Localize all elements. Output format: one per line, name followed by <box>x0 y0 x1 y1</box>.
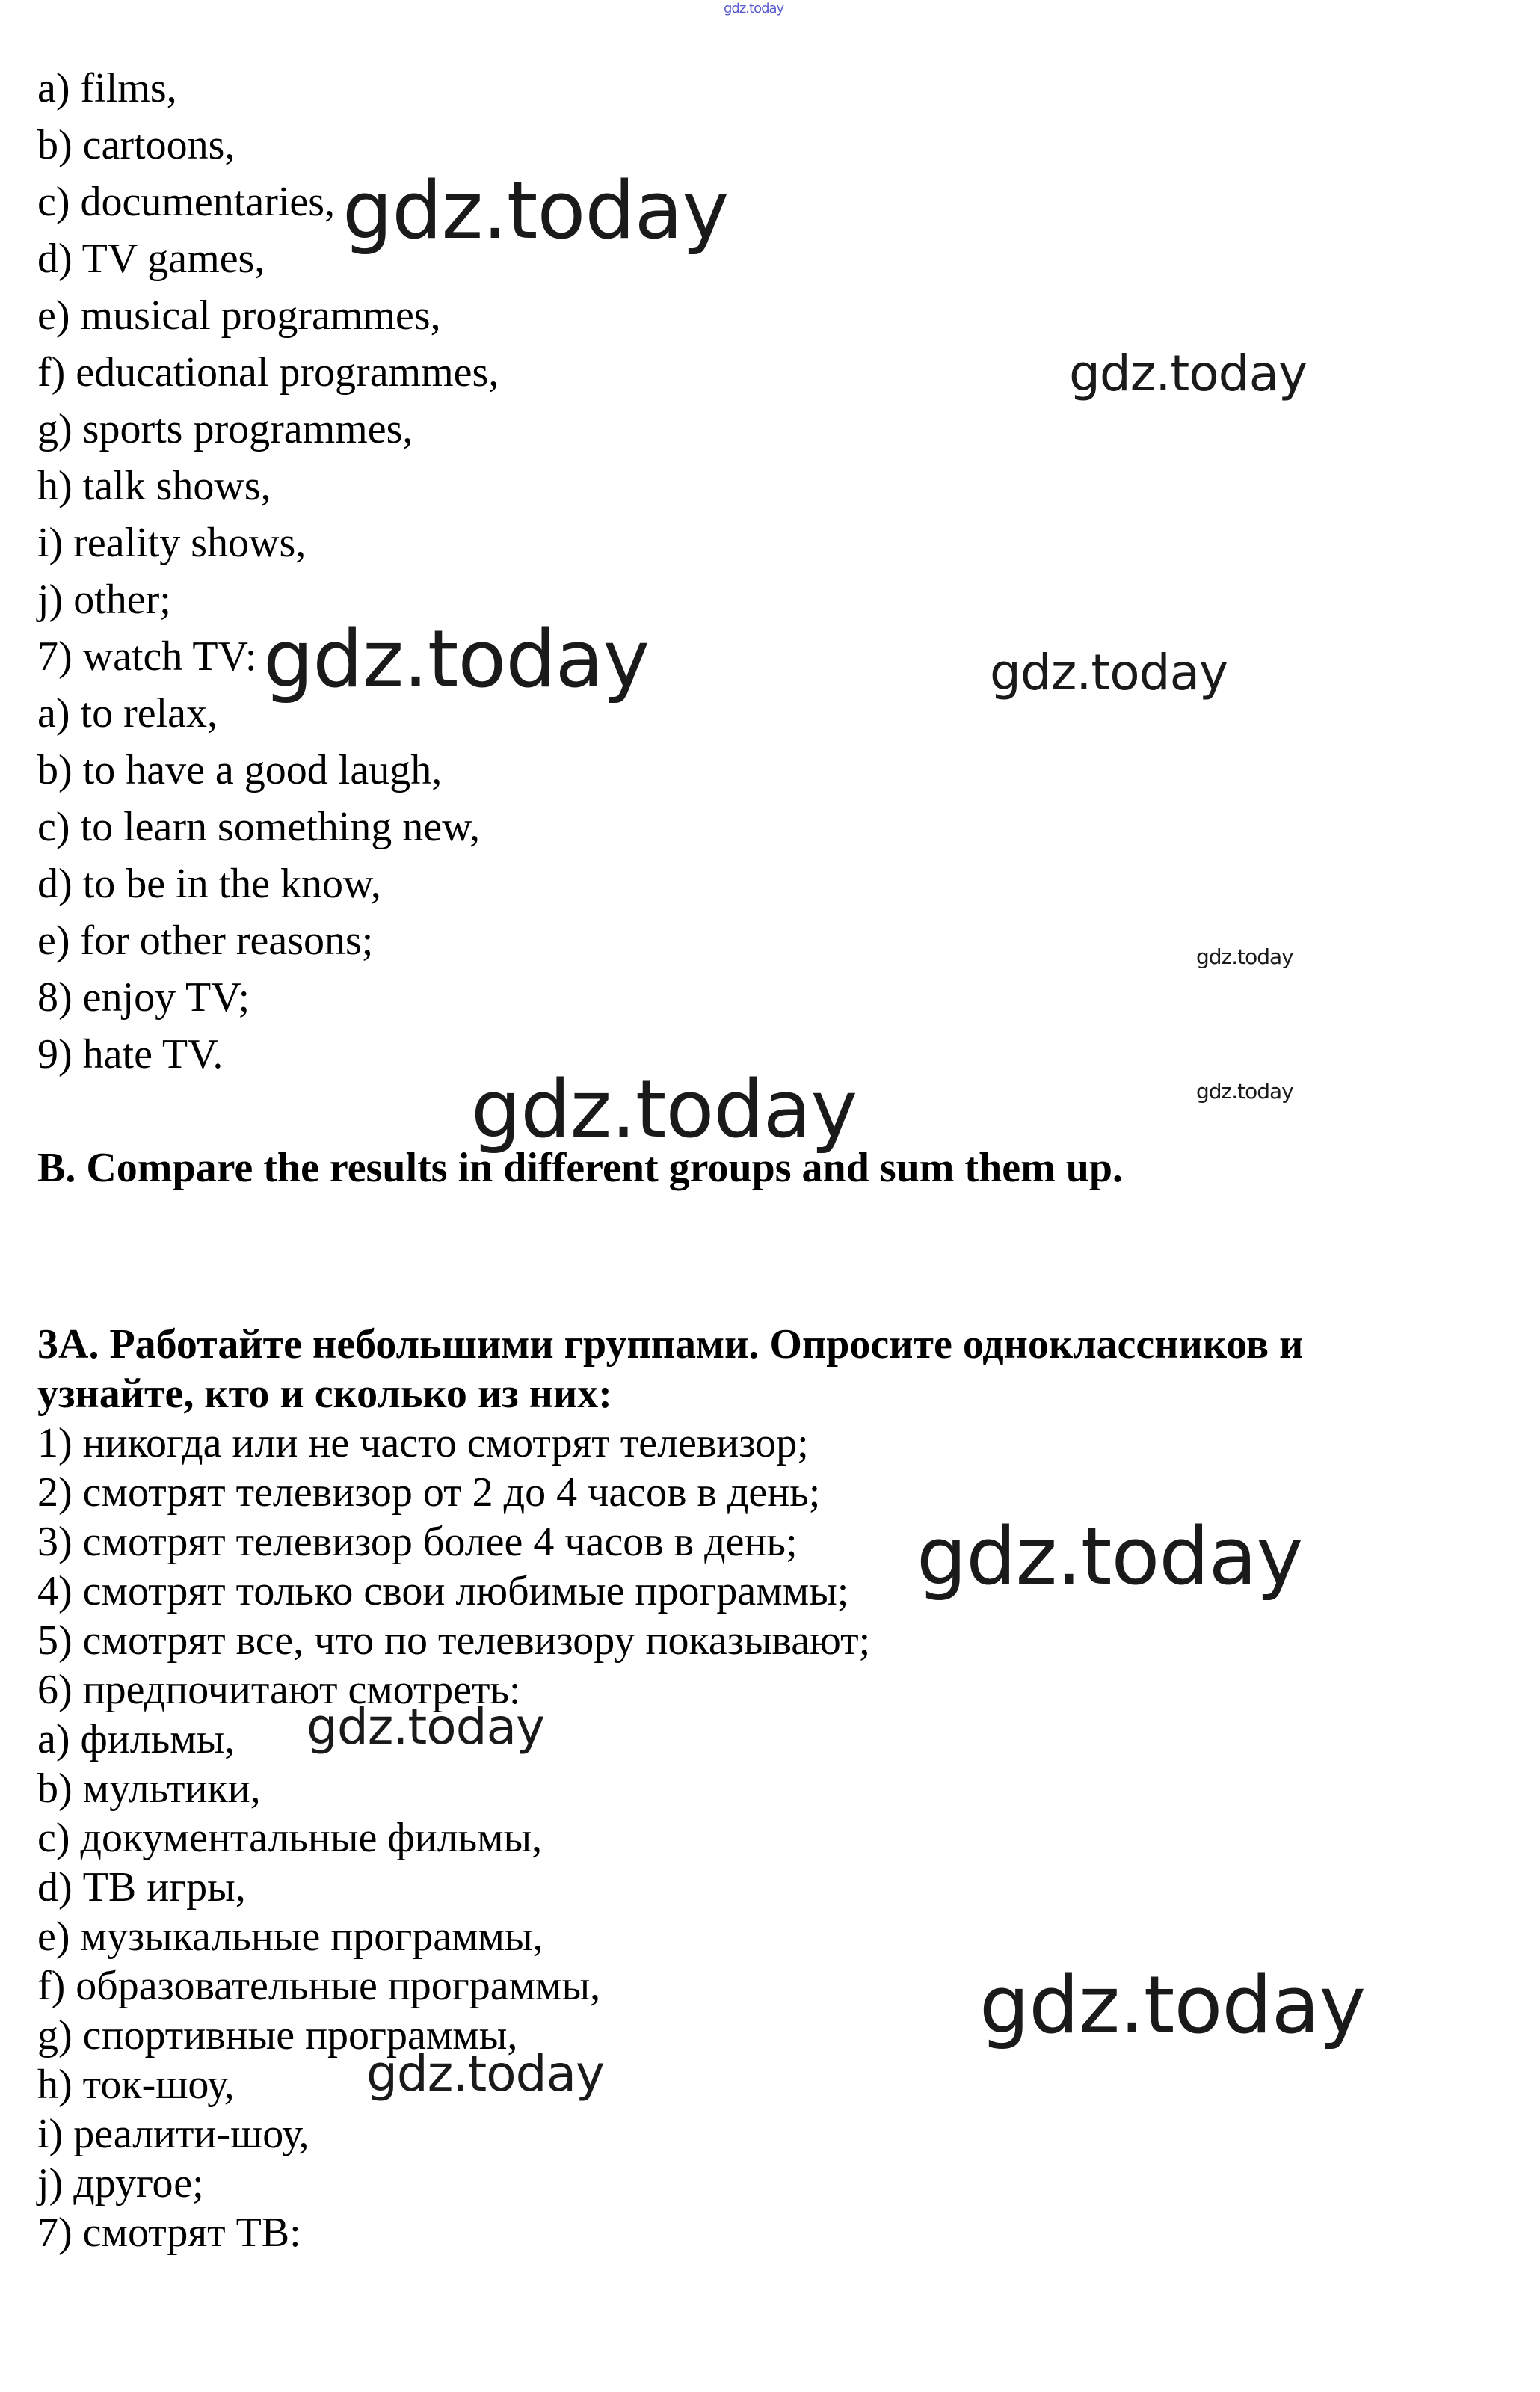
list-item: 7) смотрят ТВ: <box>37 2210 301 2256</box>
list-item: 1) никогда или не часто смотрят телевизор; <box>37 1420 809 1466</box>
list-item: 5) смотрят все, что по телевизору показывают; <box>37 1617 871 1664</box>
watermark: gdz.today <box>471 1063 857 1155</box>
watermark: gdz.today <box>1196 1079 1293 1104</box>
list-item: f) educational programmes, <box>37 349 499 396</box>
list-item: 2) смотрят телевизор от 2 до 4 часов в день; <box>37 1469 821 1516</box>
watermark: gdz.today <box>366 2045 605 2103</box>
list-item: 8) enjoy TV; <box>37 974 250 1021</box>
list-item: i) реалити-шоу, <box>37 2111 309 2157</box>
list-item: h) ток-шоу, <box>37 2062 235 2108</box>
list-item: h) talk shows, <box>37 463 271 509</box>
list-item: d) ТВ игры, <box>37 1864 246 1910</box>
list-item: e) musical programmes, <box>37 292 441 339</box>
list-item: a) films, <box>37 65 177 111</box>
task-3a-heading-line1: 3A. Работайте небольшими группами. Опросите одноклассников и <box>37 1321 1304 1368</box>
watermark-top: gdz.today <box>724 1 784 16</box>
list-item: c) to learn something new, <box>37 804 480 850</box>
watermark: gdz.today <box>307 1698 545 1756</box>
list-item: 7) watch TV: <box>37 633 257 680</box>
watermark: gdz.today <box>979 1959 1366 2051</box>
task-b-heading: B. Compare the results in different groups and sum them up. <box>37 1145 1124 1191</box>
list-item: 6) предпочитают смотреть: <box>37 1667 521 1713</box>
list-item: b) to have a good laugh, <box>37 747 443 793</box>
list-item: c) документальные фильмы, <box>37 1815 543 1861</box>
list-item: g) спортивные программы, <box>37 2012 518 2059</box>
list-item: g) sports programmes, <box>37 406 413 452</box>
list-item: j) другое; <box>37 2160 204 2207</box>
list-item: 4) смотрят только свои любимые программы; <box>37 1568 849 1614</box>
watermark: gdz.today <box>990 644 1228 701</box>
watermark: gdz.today <box>1069 345 1308 402</box>
list-item: d) TV games, <box>37 236 265 282</box>
list-item: 9) hate TV. <box>37 1031 224 1077</box>
watermark: gdz.today <box>263 613 650 705</box>
list-item: a) фильмы, <box>37 1716 235 1762</box>
watermark: gdz.today <box>917 1510 1303 1602</box>
list-item: e) for other reasons; <box>37 917 374 964</box>
list-item: j) other; <box>37 577 171 623</box>
list-item: 3) смотрят телевизор более 4 часов в день; <box>37 1519 798 1565</box>
list-item: d) to be in the know, <box>37 861 381 907</box>
list-item: f) образовательные программы, <box>37 1963 601 2009</box>
list-item: b) cartoons, <box>37 122 235 168</box>
list-item: b) мультики, <box>37 1765 261 1812</box>
list-item: e) музыкальные программы, <box>37 1913 543 1960</box>
list-item: i) reality shows, <box>37 520 307 566</box>
watermark: gdz.today <box>1196 944 1293 969</box>
list-item: c) documentaries, <box>37 179 336 225</box>
list-item: a) to relax, <box>37 690 218 737</box>
watermark: gdz.today <box>342 165 729 256</box>
task-3a-heading-line2: узнайте, кто и сколько из них: <box>37 1371 612 1417</box>
